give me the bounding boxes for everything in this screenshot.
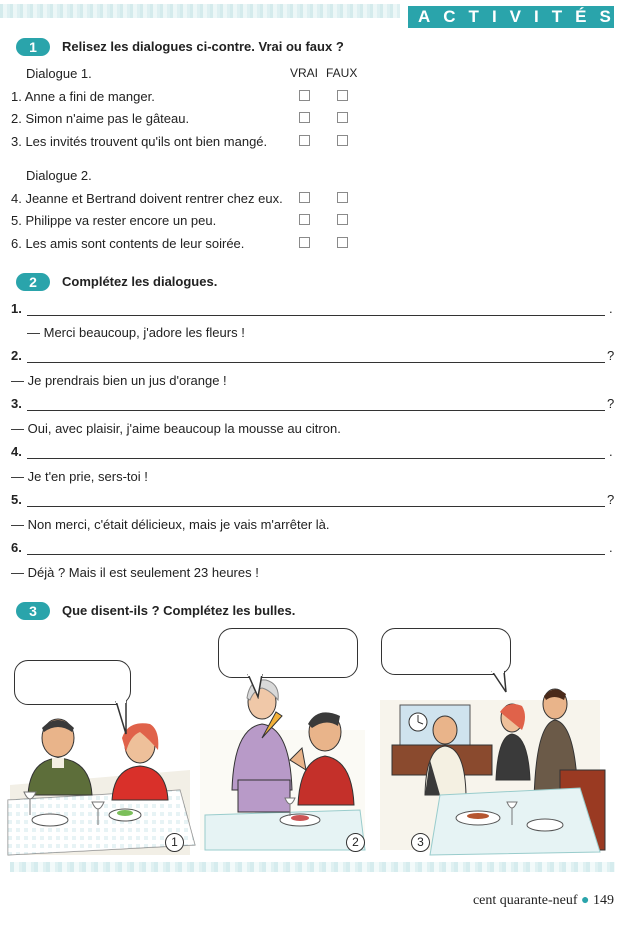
line-end-punctuation: . [609, 540, 613, 555]
answer-line-4[interactable] [27, 458, 605, 459]
exercise-1-instruction: Relisez les dialogues ci-contre. Vrai ou faux ? [62, 39, 344, 54]
panel-number-3: 3 [411, 833, 430, 852]
dialogue-reply-5: — Non merci, c'était délicieux, mais je vais m'arrêter là. [11, 517, 330, 532]
statement-5-false-checkbox[interactable] [337, 214, 348, 225]
statement-3-true-checkbox[interactable] [299, 135, 310, 146]
dialogue-reply-1: — Merci beaucoup, j'adore les fleurs ! [27, 325, 245, 340]
line-end-punctuation: . [609, 444, 613, 459]
exercise-3-badge: 3 [16, 602, 50, 620]
dialogue-reply-6: — Déjà ? Mais il est seulement 23 heures ! [11, 565, 259, 580]
decorative-bottom-band [10, 862, 615, 872]
statement-5-true-checkbox[interactable] [299, 214, 310, 225]
footer-text: cent quarante-neuf [472, 893, 578, 908]
dialogue-number: 1. [11, 301, 22, 316]
dialogue-number: 2. [11, 348, 22, 363]
statement-6: 6. Les amis sont contents de leur soirée. [11, 236, 245, 251]
statement-1: 1. Anne a fini de manger. [11, 89, 155, 104]
statement-1-true-checkbox[interactable] [299, 90, 310, 101]
decorative-top-band [0, 4, 400, 18]
panel-2-scene [200, 680, 365, 850]
answer-line-2[interactable] [27, 362, 605, 363]
statement-5: 5. Philippe va rester encore un peu. [11, 213, 217, 228]
statement-4-true-checkbox[interactable] [299, 192, 310, 203]
line-end-punctuation: ? [607, 348, 615, 363]
exercise-1-badge: 1 [16, 38, 50, 56]
speech-bubble-1-tail [112, 700, 132, 736]
answer-line-5[interactable] [27, 506, 605, 507]
statement-3: 3. Les invités trouvent qu'ils ont bien mangé. [11, 134, 268, 149]
panel-3-scene [380, 689, 605, 855]
speech-bubble-2-tail [244, 673, 268, 699]
speech-bubble-3[interactable] [381, 628, 511, 675]
dialogue-reply-2: — Je prendrais bien un jus d'orange ! [11, 373, 227, 388]
panel-number-1: 1 [165, 833, 184, 852]
line-end-punctuation: ? [607, 492, 615, 507]
dialogue-number: 4. [11, 444, 22, 459]
exercise-2-badge: 2 [16, 273, 50, 291]
panel-1-scene [8, 719, 195, 855]
line-end-punctuation: ? [607, 396, 615, 411]
column-true-header: VRAI [290, 66, 319, 80]
exercise-3-instruction: Que disent-ils ? Complétez les bulles. [62, 603, 296, 618]
answer-line-1[interactable] [27, 315, 605, 316]
statement-2-false-checkbox[interactable] [337, 112, 348, 123]
dialogue-reply-3: — Oui, avec plaisir, j'aime beaucoup la mousse au citron. [11, 421, 341, 436]
line-end-punctuation: . [609, 301, 613, 316]
bullet-dot: ● [581, 893, 590, 908]
statement-4: 4. Jeanne et Bertrand doivent rentrer chez eux. [11, 191, 283, 206]
activites-header: ACTIVITÉS [408, 6, 614, 28]
answer-line-3[interactable] [27, 410, 605, 411]
statement-2-true-checkbox[interactable] [299, 112, 310, 123]
dialogue-number: 6. [11, 540, 22, 555]
page-footer [473, 893, 614, 909]
exercise-2-instruction: Complétez les dialogues. [62, 274, 218, 289]
panel-number-2: 2 [346, 833, 365, 852]
speech-bubble-2[interactable] [218, 628, 358, 678]
column-false-header: FAUX [326, 66, 358, 80]
statement-4-false-checkbox[interactable] [337, 192, 348, 203]
dialogue-number: 5. [11, 492, 22, 507]
page-number: 149 [593, 893, 614, 908]
statement-6-false-checkbox[interactable] [337, 237, 348, 248]
dialogue-2-title: Dialogue 2. [26, 168, 92, 183]
statement-6-true-checkbox[interactable] [299, 237, 310, 248]
answer-line-6[interactable] [27, 554, 605, 555]
statement-3-false-checkbox[interactable] [337, 135, 348, 146]
statement-2: 2. Simon n'aime pas le gâteau. [11, 111, 190, 126]
dialogue-reply-4: — Je t'en prie, sers-toi ! [11, 469, 148, 484]
dialogue-number: 3. [11, 396, 22, 411]
dialogue-1-title: Dialogue 1. [26, 66, 92, 81]
statement-1-false-checkbox[interactable] [337, 90, 348, 101]
speech-bubble-1[interactable] [14, 660, 131, 705]
speech-bubble-3-tail [490, 670, 512, 694]
